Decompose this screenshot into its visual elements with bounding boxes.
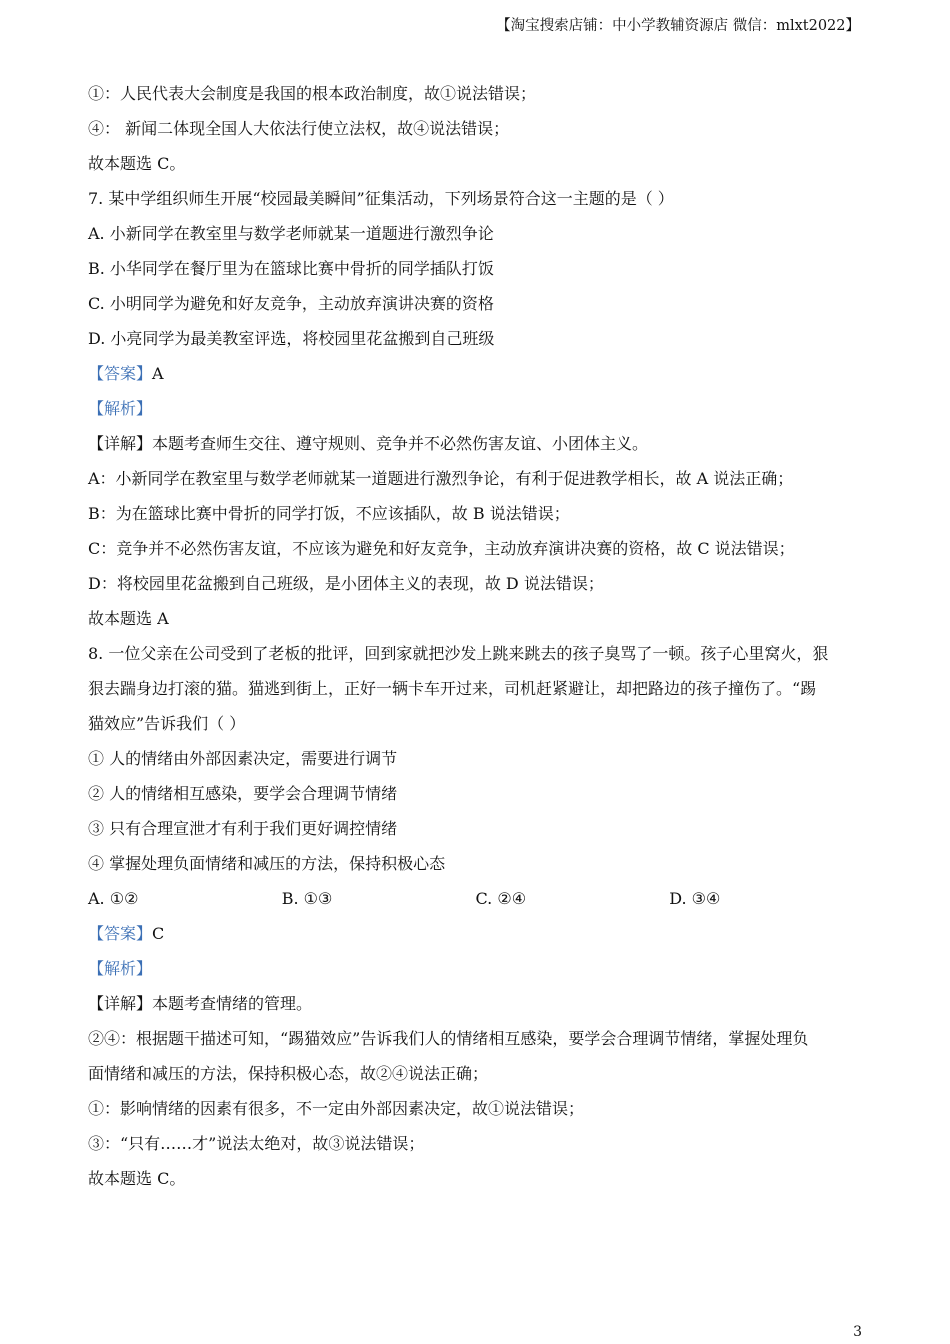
question-8-options xyxy=(88,881,863,916)
answer-tag: 【答案】 xyxy=(88,924,153,943)
page-number: 3 xyxy=(853,1324,862,1340)
question-7-detail: D：将校园里花盆搬到自己班级，是小团体主义的表现，故 D 说法错误； xyxy=(88,574,604,593)
question-7-option-c: C. 小明同学为避免和好友竞争，主动放弃演讲决赛的资格 xyxy=(88,294,494,313)
question-7-detail: B：为在篮球比赛中骨折的同学打饭，不应该插队，故 B 说法错误； xyxy=(88,504,570,523)
question-8-item: ① 人的情绪由外部因素决定，需要进行调节 xyxy=(88,749,398,768)
question-8-analysis-tag xyxy=(88,951,863,986)
question-8-stem: 猫效应”告诉我们（ ） xyxy=(88,714,246,733)
question-7-detail: 【详解】本题考查师生交往、遵守规则、竞争并不必然伤害友谊、小团体主义。 xyxy=(88,434,649,453)
question-7-stem: 7. 某中学组织师生开展“校园最美瞬间”征集活动，下列场景符合这一主题的是（ ） xyxy=(88,189,674,208)
question-7-option-b: B. 小华同学在餐厅里为在篮球比赛中骨折的同学插队打饭 xyxy=(88,259,494,278)
question-8-detail: 故本题选 C。 xyxy=(88,1169,186,1188)
question-7-analysis-tag xyxy=(88,391,863,426)
question-8-item: ④ 掌握处理负面情绪和减压的方法，保持积极心态 xyxy=(88,854,446,873)
analysis-tag: 【解析】 xyxy=(88,399,153,418)
question-8-detail: ③：“只有……才”说法太绝对，故③说法错误； xyxy=(88,1134,425,1153)
question-8-stem: 狠去踹身边打滚的猫。猫逃到街上，正好一辆卡车开过来，司机赶紧避让，却把路边的孩子撞伤了。“踢 xyxy=(88,679,817,698)
option-b: B. ①③ xyxy=(281,889,333,908)
option-a: A. ①② xyxy=(88,889,139,908)
question-7-detail: A：小新同学在教室里与数学老师就某一道题进行激烈争论，有利于促进教学相长，故 A 说法正确； xyxy=(88,469,794,488)
question-8-item: ② 人的情绪相互感染，要学会合理调节情绪 xyxy=(88,784,398,803)
option-c: C. ②④ xyxy=(475,889,527,908)
question-8-answer xyxy=(88,916,863,951)
answer-tag: 【答案】 xyxy=(88,364,153,383)
question-8-item: ③ 只有合理宣泄才有利于我们更好调控情绪 xyxy=(88,819,398,838)
analysis-tag: 【解析】 xyxy=(88,959,153,978)
question-7-detail: C：竞争并不必然伤害友谊，不应该为避免和好友竞争，主动放弃演讲决赛的资格，故 C 说法错误； xyxy=(88,539,795,558)
question-8-stem: 8. 一位父亲在公司受到了老板的批评，回到家就把沙发上跳来跳去的孩子臭骂了一顿。孩子心里窝火，狠 xyxy=(88,644,829,663)
question-8-detail: ①：影响情绪的因素有很多，不一定由外部因素决定，故①说法错误； xyxy=(88,1099,585,1118)
question-7-option-d: D. 小亮同学为最美教室评选，将校园里花盆搬到自己班级 xyxy=(88,329,495,348)
text-line: ④： 新闻二体现全国人大依法行使立法权，故④说法错误； xyxy=(88,119,510,138)
question-8-detail: 【详解】本题考查情绪的管理。 xyxy=(88,994,313,1013)
question-8-detail: ②④：根据题干描述可知，“踢猫效应”告诉我们人的情绪相互感染，要学会合理调节情绪，掌握处理负 xyxy=(88,1029,809,1048)
answer-value: C xyxy=(152,924,165,943)
question-7-detail: 故本题选 A xyxy=(88,609,169,628)
answer-value: A xyxy=(152,364,164,383)
question-7-answer xyxy=(88,356,863,391)
text-line: ①：人民代表大会制度是我国的根本政治制度，故①说法错误； xyxy=(88,84,537,103)
page-header: 【淘宝搜索店铺：中小学教辅资源店 微信：mlxt2022】 xyxy=(496,18,860,34)
question-8-detail: 面情绪和减压的方法，保持积极心态，故②④说法正确； xyxy=(88,1064,489,1083)
text-line: 故本题选 C。 xyxy=(88,154,186,173)
question-7-option-a: A. 小新同学在教室里与数学老师就某一道题进行激烈争论 xyxy=(88,224,494,243)
document-body xyxy=(88,76,863,1196)
option-d: D. ③④ xyxy=(669,889,721,908)
